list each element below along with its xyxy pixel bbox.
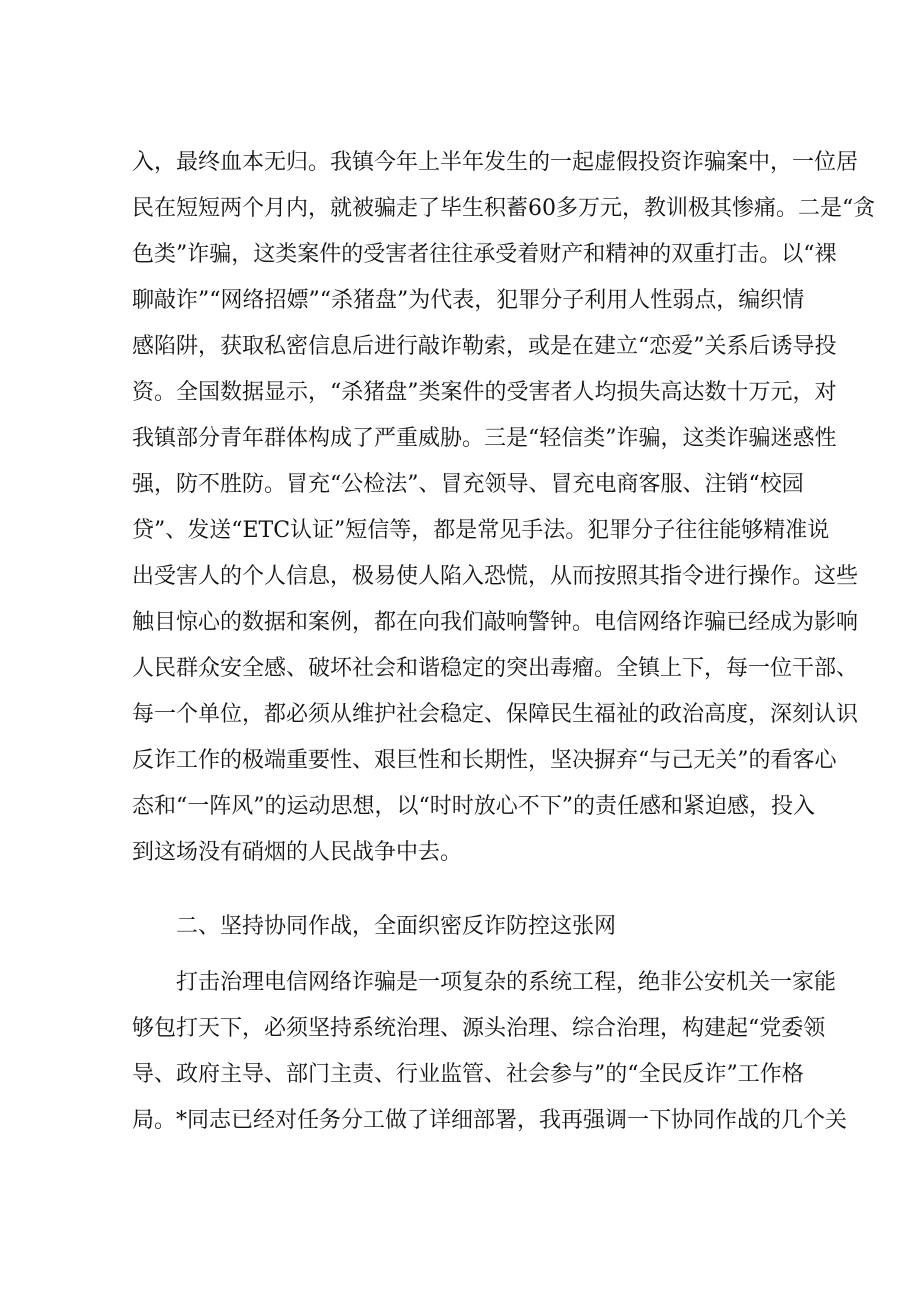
paragraph-line: 出受害人的个人信息，极易使人陷入恐慌，从而按照其指令进行操作。这些 xyxy=(132,564,859,589)
paragraph xyxy=(132,140,876,876)
paragraph-line: 导、政府主导、部门主责、行业监管、社会参与”的“全民反诈”工作格 xyxy=(132,1062,804,1087)
paragraph-line: 贷”、发送“ETC认证”短信等，都是常见手法。犯罪分子往往能够精准说 xyxy=(132,518,830,543)
spacer xyxy=(132,950,792,960)
paragraph-line: 局。*同志已经对任务分工做了详细部署，我再强调一下协同作战的几个关 xyxy=(132,1108,848,1133)
paragraph-line: 触目惊心的数据和案例，都在向我们敲响警钟。电信网络诈骗已经成为影响 xyxy=(132,610,859,635)
paragraph-line: 色类”诈骗，这类案件的受害者往往承受着财产和精神的双重打击。以“裸 xyxy=(132,242,837,267)
paragraph-line: 入，最终血本无归。我镇今年上半年发生的一起虚假投资诈骗案中，一位居 xyxy=(132,150,859,175)
paragraph-line: 强，防不胜防。冒充“公检法”、冒充领导、冒充电商客服、注销“校园 xyxy=(132,472,804,497)
paragraph-line: 够包打天下，必须坚持系统治理、源头治理、综合治理，构建起“党委领 xyxy=(132,1016,826,1041)
paragraph-line: 打击治理电信网络诈骗是一项复杂的系统工程，绝非公安机关一家能 xyxy=(176,970,837,995)
paragraph-line: 我镇部分青年群体构成了严重威胁。三是“轻信类”诈骗，这类诈骗迷惑性 xyxy=(132,426,837,451)
section-heading: 二、坚持协同作战，全面织密反诈防控这张网 xyxy=(176,914,617,939)
paragraph-line: 到这场没有硝烟的人民战争中去。 xyxy=(132,840,463,865)
paragraph-line: 人民群众安全感、破坏社会和谐稳定的突出毒瘤。全镇上下，每一位干部、 xyxy=(132,656,859,681)
paragraph-line: 态和“一阵风”的运动思想，以“时时放心不下”的责任感和紧迫感，投入 xyxy=(132,794,815,819)
paragraph-line: 聊敲诈”“网络招嫖”“杀猪盘”为代表，犯罪分子利用人性弱点，编织情 xyxy=(132,288,805,313)
paragraph-line: 感陷阱，获取私密信息后进行敲诈勒索，或是在建立“恋爱”关系后诱导投 xyxy=(132,334,837,359)
paragraph-line: 民在短短两个月内，就被骗走了毕生积蓄60多万元，教训极其惨痛。二是“贪 xyxy=(132,196,876,221)
paragraph xyxy=(132,960,848,1144)
paragraph-line: 资。全国数据显示，“杀猪盘”类案件的受害者人均损失高达数十万元，对 xyxy=(132,380,837,405)
paragraph-line: 反诈工作的极端重要性、艰巨性和长期性，坚决摒弃“与己无关”的看客心 xyxy=(132,748,837,773)
paragraph-line: 每一个单位，都必须从维护社会稳定、保障民生福祉的政治高度，深刻认识 xyxy=(132,702,859,727)
document-body xyxy=(132,140,876,1144)
